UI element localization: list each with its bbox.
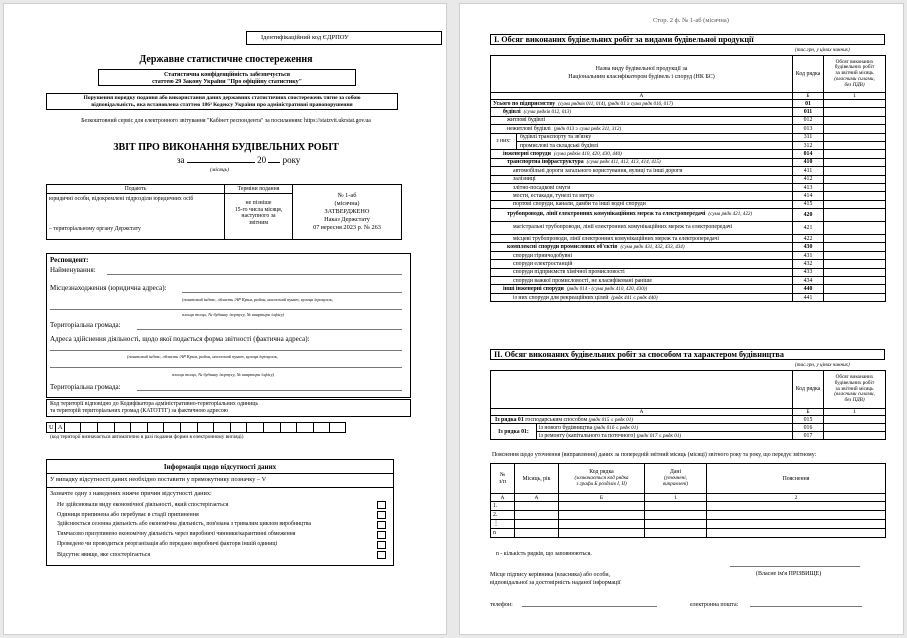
row-code: 412 xyxy=(793,175,824,183)
correction-cell[interactable] xyxy=(515,502,559,511)
table-row xyxy=(491,222,886,235)
katottg-cell-a: A xyxy=(55,423,64,433)
respondent-block xyxy=(46,253,411,398)
correction-cell[interactable] xyxy=(559,520,645,529)
legal-address-hint-2: площа тощо, № будинку /корпусу, № квартири /офісу) xyxy=(182,312,285,317)
row-label xyxy=(491,108,793,116)
row-hint: (рядк 014 - (сума рядк 410, 420, 430)) xyxy=(566,286,648,293)
row-hint: (рядк 441 ≤ рядк 440) xyxy=(611,294,658,301)
community-label-2: Територіальна громада: xyxy=(50,383,121,391)
table-row xyxy=(491,192,886,200)
s2-header-volume-3: за звітний місяць xyxy=(835,385,874,392)
legal-address-field-2[interactable] xyxy=(50,309,402,310)
row-code: 422 xyxy=(793,235,824,243)
form-approval-cell xyxy=(293,185,402,240)
absence-reason-prompt: Зазначте одну з наведених нижче причин відсутності даних: xyxy=(50,490,212,497)
corr-header-no: № xyxy=(499,471,506,478)
table-row xyxy=(491,260,886,268)
table-row xyxy=(491,285,886,293)
approval-date: 07 вересня 2023 р. № 263 xyxy=(313,223,381,231)
table-row xyxy=(491,277,886,285)
corr-header-explanation: Пояснення xyxy=(707,464,886,494)
table-row xyxy=(491,209,886,222)
correction-cell[interactable] xyxy=(645,502,707,511)
table-row xyxy=(491,158,886,166)
correction-row xyxy=(491,502,886,511)
table-row xyxy=(491,243,886,251)
row-value-input[interactable] xyxy=(824,285,886,293)
s2-header-row-code: Код рядка xyxy=(793,371,824,409)
correction-row-number: n xyxy=(491,529,515,538)
header-terms: Терміни подання xyxy=(225,185,293,194)
reason-checkbox[interactable] xyxy=(377,541,386,549)
section-1-table xyxy=(490,55,886,302)
absence-info-block xyxy=(46,459,394,566)
reason-checkbox[interactable] xyxy=(377,531,386,539)
row-code: 434 xyxy=(793,277,824,285)
reason-label: Здійснюється сезонна діяльність або економічна діяльність, пов'язана з тривалим циклом виробництва xyxy=(57,521,311,527)
form-number: № 1-аб xyxy=(337,192,357,200)
corr-col-2: 2 xyxy=(707,494,886,502)
row-code: 312 xyxy=(793,141,824,149)
actual-address-hint-2: площа тощо, № будинку /корпусу, № квартири /офісу) xyxy=(172,372,275,377)
row-label xyxy=(491,293,793,301)
header-product-name-1: Назва виду будівельної продукції за xyxy=(595,66,688,73)
legal-address-label: Місцезнаходження (юридична адреса): xyxy=(50,284,167,292)
table-row xyxy=(491,268,886,276)
n-note: n - кількість рядків, що заповнюються. xyxy=(496,551,592,557)
violation-box xyxy=(46,93,398,110)
row-label xyxy=(491,285,793,293)
s2-column-a: А xyxy=(491,409,793,416)
reason-label: Тимчасово призупинено економічну діяльність через виробничі чинники/карантинні обмеження xyxy=(57,531,296,537)
corr-header-code-3: з графи Б розділів І, ІІ) xyxy=(576,480,627,487)
s2-header-volume-4: (власними силами, xyxy=(834,391,875,398)
correction-row-number: 2. xyxy=(491,511,515,520)
header-volume-5: без ПДВ) xyxy=(844,81,865,88)
community-label: Територіальна громада: xyxy=(50,321,121,329)
absence-instruction-text: У випадку відсутності даних необхідно поставити у прямокутнику позначку – xyxy=(50,476,261,483)
table-row xyxy=(491,141,886,149)
absence-mark-sample: V xyxy=(261,476,267,483)
katottg-auto-note: (код території визначається автоматично в разі подання форми в електронному вигляді) xyxy=(50,434,244,440)
row-hint: (рядк 013 ≥ сума рядк 311, 312) xyxy=(553,125,622,132)
table-row xyxy=(491,175,886,183)
row-name: інші інженерні споруди xyxy=(503,286,564,293)
row-hint: (сума рядк 431, 432, 433, 434) xyxy=(620,244,685,251)
row-label xyxy=(491,200,793,208)
header-volume-1: Обсяг виконаних xyxy=(835,58,874,65)
iz-nyh-label: з них: xyxy=(491,133,517,150)
row-code: 430 xyxy=(793,243,824,251)
s2-row-016-hint: (рядк 016 ≤ рядк 01) xyxy=(593,424,639,431)
corr-header-zp: з/п xyxy=(498,478,506,485)
row-code: 432 xyxy=(793,260,824,268)
row-hint: (сума рядків 011, 014), (рядк 01 ≥ сума рядк 016, 017) xyxy=(558,100,673,107)
row-name: нежитлові будівлі xyxy=(507,125,551,132)
row-code: 420 xyxy=(793,209,824,222)
correction-cell[interactable] xyxy=(515,520,559,529)
row-value-input[interactable] xyxy=(824,209,886,222)
header-volume-3: за звітний місяць xyxy=(835,70,874,77)
row-label xyxy=(517,133,793,141)
row-name: будівлі xyxy=(503,109,521,116)
row-label xyxy=(491,209,793,222)
corr-header-data-3: виправлені) xyxy=(662,480,689,487)
row-code: 415 xyxy=(793,200,824,208)
edrpou-code-label: Ідентифікаційний код ЄДРПОУ xyxy=(261,34,349,41)
row-value-input[interactable] xyxy=(824,235,886,243)
row-label xyxy=(517,141,793,149)
submitters-recipient: – територіальному органу Держстату xyxy=(49,225,141,232)
corr-col-a-1: А xyxy=(491,494,515,502)
row-value-input[interactable] xyxy=(824,158,886,166)
email-field[interactable] xyxy=(750,606,862,607)
row-label xyxy=(491,150,793,158)
correction-row xyxy=(491,529,886,538)
corr-header-data-2: (уточнені, xyxy=(664,474,687,481)
s2-row-015-label: господарським способом xyxy=(525,416,588,423)
reason-checkbox[interactable] xyxy=(377,551,386,559)
edrpou-code-box[interactable] xyxy=(246,31,442,45)
katottg-code-cells[interactable] xyxy=(46,422,346,433)
table-row xyxy=(491,116,886,124)
month-hint: (місяць) xyxy=(210,167,229,173)
row-name: промислові та складські будівлі xyxy=(520,142,599,149)
row-hint: (сума рядк 421, 422) xyxy=(708,211,753,218)
reason-checkbox[interactable] xyxy=(377,521,386,529)
s2-row-017-value[interactable] xyxy=(824,432,886,440)
correction-cell[interactable] xyxy=(707,502,886,511)
row-code: 01 xyxy=(793,100,824,108)
term-line-3: наступного за xyxy=(241,213,276,220)
form-page-1 xyxy=(3,3,447,635)
s2-row-016-value[interactable] xyxy=(824,424,886,432)
row-value-input[interactable] xyxy=(824,116,886,124)
column-a: А xyxy=(491,93,793,100)
row-code: 421 xyxy=(793,222,824,235)
table-row xyxy=(491,235,886,243)
row-value-input[interactable] xyxy=(824,175,886,183)
table-row xyxy=(491,125,886,133)
row-code: 012 xyxy=(793,116,824,124)
row-code: 433 xyxy=(793,268,824,276)
correction-table xyxy=(490,463,886,538)
report-period-za: за xyxy=(177,155,185,165)
row-name: залізниці xyxy=(513,176,536,183)
row-label xyxy=(491,167,793,175)
name-label: Найменування: xyxy=(50,266,96,274)
row-name: споруди електростанцій xyxy=(513,260,573,267)
report-period xyxy=(177,156,300,165)
row-code: 011 xyxy=(793,108,824,116)
row-label xyxy=(491,175,793,183)
row-name: споруди гірничодобувні xyxy=(513,252,573,259)
row-value-input[interactable] xyxy=(824,167,886,175)
row-value-input[interactable] xyxy=(824,200,886,208)
row-value-input[interactable] xyxy=(824,268,886,276)
row-value-input[interactable] xyxy=(824,293,886,301)
row-code: 014 xyxy=(793,150,824,158)
row-label xyxy=(491,125,793,133)
table-row xyxy=(491,133,886,141)
reason-label: Відсутнє явище, яке спостерігається xyxy=(57,552,151,558)
s2-row-015-code: 015 xyxy=(793,416,824,424)
row-name: місцеві трубопроводи, лінії електронних комунікаційних мереж та електропередачі xyxy=(513,235,719,242)
row-name: із них споруди для рекреаційних цілей xyxy=(513,294,609,301)
form-page-2 xyxy=(459,3,904,635)
s2-column-1: 1 xyxy=(824,409,886,416)
row-name: комплексні споруди промислових об'єктів xyxy=(507,244,618,251)
correction-row xyxy=(491,520,886,529)
reason-checkbox[interactable] xyxy=(377,501,386,509)
s2-row-015-hint: (рядк 015 ≤ рядк 01) xyxy=(588,416,634,423)
email-label: електронна пошта: xyxy=(690,602,739,608)
section-2-table xyxy=(490,370,886,440)
submitters-text: юридичні особи, відокремлені підрозділи юридичних осіб xyxy=(49,196,194,202)
s2-from-row-01: Із рядка 01: xyxy=(491,424,537,440)
header-product-name-2: Національним класифікатором будівель і споруд (НК БС) xyxy=(568,74,715,80)
row-value-input[interactable] xyxy=(824,150,886,158)
header-volume-4: (власними силами, xyxy=(834,75,875,82)
term-line-4: звітним xyxy=(248,219,269,226)
table-row xyxy=(491,150,886,158)
section-2-title-box xyxy=(490,349,885,360)
approval-order: Наказ Держстату xyxy=(324,215,370,223)
row-label xyxy=(491,260,793,268)
row-value-input[interactable] xyxy=(824,260,886,268)
s2-row-016-label: із нового будівництва xyxy=(539,424,593,431)
row-name: магістральні трубопроводи, лінії електронних комунікаційних мереж та електропередачі xyxy=(513,224,733,231)
row-code: 431 xyxy=(793,251,824,259)
correction-row-number: ⋮ xyxy=(491,520,515,529)
s2-row-015-value[interactable] xyxy=(824,416,886,424)
reason-label: Проведено чи проводиться реорганізація або передано виробничі фактори іншій одиниці xyxy=(57,541,278,547)
correction-row-number: 1. xyxy=(491,502,515,511)
header-row-code: Код рядка xyxy=(793,56,824,93)
row-label xyxy=(491,183,793,191)
table-row xyxy=(491,200,886,208)
row-label xyxy=(491,222,793,235)
term-line-1: не пізніше xyxy=(245,200,272,206)
row-name: портові споруди, канали, дамби та інші водні споруди xyxy=(513,201,646,208)
row-hint: (сума рядків 410, 420, 430, 440) xyxy=(553,151,622,158)
row-code: 414 xyxy=(793,192,824,200)
corr-col-a-2: А xyxy=(515,494,559,502)
row-code: 440 xyxy=(793,285,824,293)
term-line-2: 15-го числа місяця, xyxy=(234,206,283,213)
correction-cell[interactable] xyxy=(515,529,559,538)
row-name: житлові будівлі xyxy=(507,117,546,124)
correction-cell[interactable] xyxy=(515,511,559,520)
correction-cell[interactable] xyxy=(707,520,886,529)
confidentiality-line-2: статтею 29 Закону України "Про офіційну статистику" xyxy=(152,79,302,85)
page-2-header: Стор. 2 ф. № 1-аб (місячна) xyxy=(653,17,729,24)
signature-caption-2: відповідальної за достовірність наданої інформації xyxy=(490,580,621,586)
row-value-input[interactable] xyxy=(824,192,886,200)
legal-address-field[interactable] xyxy=(182,292,402,293)
actual-address-label: Адреса здійснення діяльності, щодо якої подається форма звітності (фактична адреса): xyxy=(50,335,310,343)
row-name: злітно-посадкові смуги xyxy=(513,184,571,191)
section-2-units: (тис.грн, у цінах чинних) xyxy=(795,362,850,368)
correction-cell[interactable] xyxy=(559,502,645,511)
report-period-century: 20 xyxy=(257,155,267,165)
row-value-input[interactable] xyxy=(824,243,886,251)
community-field-2[interactable] xyxy=(137,390,402,391)
row-value-input[interactable] xyxy=(824,141,886,149)
table-row xyxy=(491,100,886,108)
row-value-input[interactable] xyxy=(824,133,886,141)
row-value-input[interactable] xyxy=(824,222,886,235)
row-label xyxy=(491,243,793,251)
correction-cell[interactable] xyxy=(559,511,645,520)
actual-address-field-2[interactable] xyxy=(50,367,402,368)
s2-header-volume-5: без ПДВ) xyxy=(844,397,865,404)
violation-line-1: Порушення порядку подання або використання даних державних статистичних спостережень тягне за собою xyxy=(83,95,361,101)
column-b: Б xyxy=(793,93,824,100)
table-row xyxy=(491,183,886,191)
table-row xyxy=(491,167,886,175)
row-label xyxy=(491,116,793,124)
row-value-input[interactable] xyxy=(824,125,886,133)
correction-row xyxy=(491,511,886,520)
signature-name-caption: (Власне ім'я ПРІЗВИЩЕ) xyxy=(756,571,822,577)
correction-cell[interactable] xyxy=(559,529,645,538)
confidentiality-box xyxy=(98,69,356,86)
s2-row-017-hint: (рядк 017 ≤ рядк 01) xyxy=(636,432,682,439)
row-code: 413 xyxy=(793,183,824,191)
table-row xyxy=(491,108,886,116)
signature-name-field[interactable] xyxy=(730,566,860,567)
row-name: споруди важкої промисловості, не класифіковані раніше xyxy=(513,277,652,284)
section-2-title: ІІ. Обсяг виконаних будівельних робіт за способом та характером будівництва xyxy=(494,350,784,359)
row-name: мости, естакади, тунелі та метро xyxy=(513,192,594,199)
katottg-line-1: Код території відповідно до Кодифікатора адміністративно-територіальних одиниць xyxy=(50,401,258,407)
section-1-title: І. Обсяг виконаних будівельних робіт за видами будівельної продукції xyxy=(494,35,754,44)
row-code: 311 xyxy=(793,133,824,141)
phone-label: телефон: xyxy=(490,602,513,608)
row-code: 441 xyxy=(793,293,824,301)
table-row xyxy=(491,251,886,259)
name-field[interactable] xyxy=(107,274,402,275)
phone-field[interactable] xyxy=(522,606,657,607)
correction-cell[interactable] xyxy=(645,529,707,538)
approved-label: ЗАТВЕРДЖЕНО xyxy=(324,208,370,216)
absence-instruction xyxy=(50,477,266,483)
community-field[interactable] xyxy=(137,329,402,330)
row-code: 013 xyxy=(793,125,824,133)
s2-row-015-prefix: Із рядка 01 xyxy=(495,416,524,423)
row-label xyxy=(491,100,793,108)
s2-column-b: Б xyxy=(793,409,824,416)
row-code: 411 xyxy=(793,167,824,175)
row-name: будівлі транспорту та зв'язку xyxy=(520,134,592,141)
actual-address-hint: (поштовий індекс, область /АР Крим, район, населений пункт, вулиця /провулок, xyxy=(127,354,278,359)
s2-row-017-code: 017 xyxy=(793,432,824,440)
row-name: автомобільні дороги загального користування, вулиці та інші дороги xyxy=(513,167,683,174)
row-label xyxy=(491,192,793,200)
absence-title: Інформація щодо відсутності даних xyxy=(163,463,277,471)
row-label xyxy=(491,235,793,243)
corr-header-data-1: Дані xyxy=(669,469,682,476)
submission-table xyxy=(46,184,402,240)
confidentiality-line-1: Статистична конфіденційність забезпечується xyxy=(163,72,291,78)
row-value-input[interactable] xyxy=(824,251,886,259)
row-label xyxy=(491,251,793,259)
reason-label: Не здійснювали виду економічної діяльності, який спостерігається xyxy=(57,502,229,508)
report-period-year: року xyxy=(282,155,301,165)
correction-cell[interactable] xyxy=(707,529,886,538)
s2-header-volume-2: будівельних робіт xyxy=(834,379,875,386)
row-name: транспортна інфраструктура xyxy=(507,159,584,166)
s2-row-016-code: 016 xyxy=(793,424,824,432)
reason-label: Одиниця припинена або перебуває в стадії припинення xyxy=(57,512,199,518)
table-row xyxy=(491,293,886,301)
s2-row-017-label: із ремонту (капітального та поточного) xyxy=(539,432,636,439)
corr-col-1: 1 xyxy=(645,494,707,502)
section-1-units: (тис.грн, у цінах чинних) xyxy=(795,47,850,53)
header-volume-2: будівельних робіт xyxy=(834,64,875,71)
correction-title: Пояснення щодо уточнення (виправлення) даних за попередній звітний місяць (місяці) звітного року та року, що передує звітному: xyxy=(492,452,817,458)
correction-cell[interactable] xyxy=(645,520,707,529)
respondent-heading: Респондент: xyxy=(50,256,89,264)
row-name: інженерні споруди xyxy=(503,151,551,158)
column-1: 1 xyxy=(824,93,886,100)
row-value-input[interactable] xyxy=(824,100,886,108)
reason-checkbox[interactable] xyxy=(377,511,386,519)
section-1-title-box xyxy=(490,34,885,45)
row-value-input[interactable] xyxy=(824,277,886,285)
row-value-input[interactable] xyxy=(824,183,886,191)
correction-cell[interactable] xyxy=(645,511,707,520)
row-value-input[interactable] xyxy=(824,108,886,116)
report-title: ЗВІТ ПРО ВИКОНАННЯ БУДІВЕЛЬНИХ РОБІТ xyxy=(113,142,339,153)
header-submitters: Подають xyxy=(47,185,225,194)
s2-header-volume-1: Обсяг виконаних xyxy=(835,374,874,381)
actual-address-field[interactable] xyxy=(50,350,402,351)
survey-title: Державне статистичне спостереження xyxy=(139,54,313,65)
row-label xyxy=(491,277,793,285)
form-periodicity: (місячна) xyxy=(334,200,360,208)
correction-cell[interactable] xyxy=(707,511,886,520)
row-hint: (сума рядків 012, 013) xyxy=(523,109,572,116)
katottg-line-2: та територій територіальних громад (КАТОТТГ) за фактичною адресою xyxy=(50,408,229,414)
row-hint: (сума рядк 411, 412, 413, 414, 415) xyxy=(586,159,661,166)
katottg-cell-u: U xyxy=(47,423,56,433)
row-label xyxy=(491,158,793,166)
katottg-block xyxy=(46,399,411,417)
row-name: споруди підприємств хімічної промисловості xyxy=(513,269,625,276)
legal-address-hint: (поштовий індекс, область /АР Крим, район, населений пункт, вулиця /провулок, xyxy=(182,297,333,302)
corr-header-code-2: (зазначається код рядка xyxy=(574,474,629,481)
violation-line-2: відповідальність, яка встановлена статтею 186³ Кодексу України про адміністративні правопорушення xyxy=(91,102,353,108)
row-name: Усього по підприємству xyxy=(493,100,556,107)
row-code: 410 xyxy=(793,158,824,166)
service-link-text[interactable]: Безкоштовний сервіс для електронного звітування "Кабінет респондента" за посиланням: https://statzvit.ukrstat.gov.ua xyxy=(81,118,371,124)
signature-caption-1: Місце підпису керівника (власника) або особи, xyxy=(490,572,611,578)
corr-col-b: Б xyxy=(559,494,645,502)
corr-header-code-1: Код рядка xyxy=(589,469,614,476)
row-label xyxy=(491,268,793,276)
corr-header-month: Місяць, рік xyxy=(515,464,559,494)
row-name: трубопроводи, лінії електронних комунікаційних мереж та електропередачі xyxy=(507,211,706,218)
